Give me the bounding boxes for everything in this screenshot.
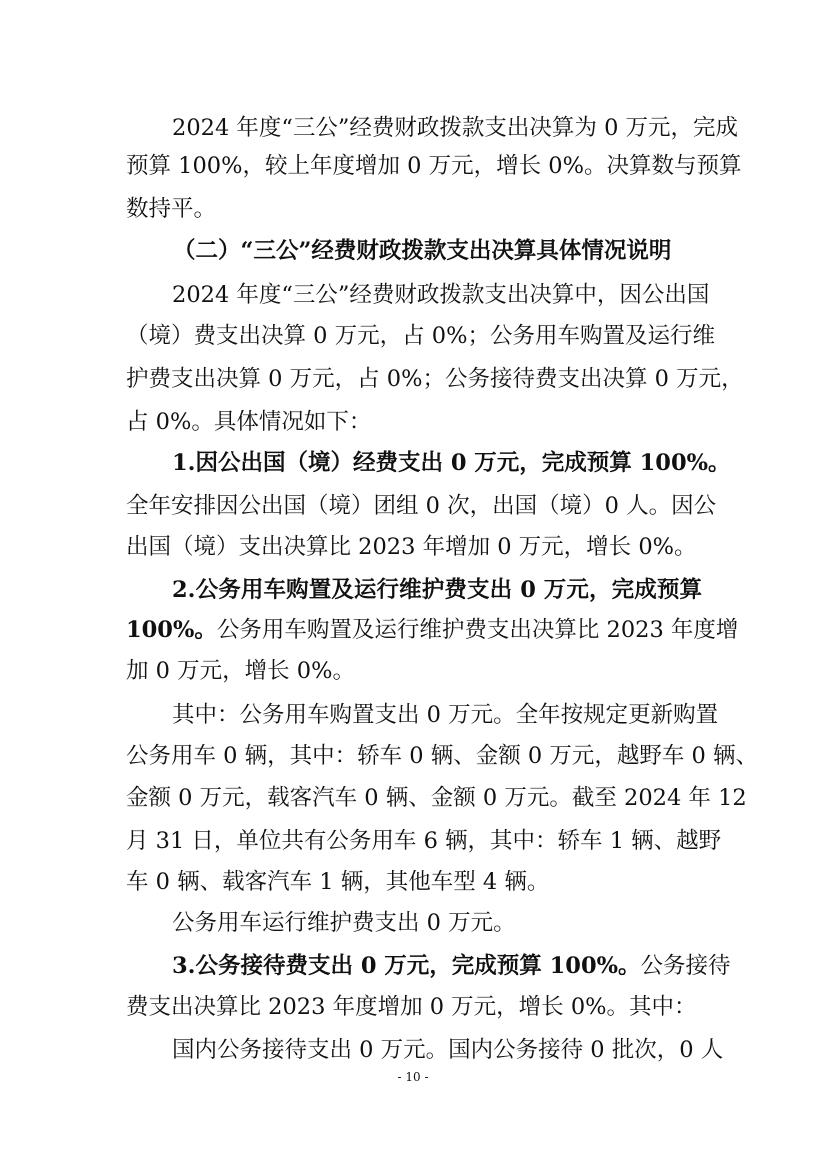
item1-line3: 出国（境）支出决算比 2023 年增加 0 万元，增长 0%。	[126, 534, 697, 560]
para2-line3: 护费支出决算 0 万元，占 0%；公务接待费支出决算 0 万元，	[126, 366, 744, 392]
para2-line1: 2024 年度“三公”经费财政拨款支出决算中，因公出国	[172, 282, 710, 308]
page-number: - 10 -	[397, 1070, 429, 1084]
para2-line2: （境）费支出决算 0 万元，占 0%；公务用车购置及运行维	[126, 323, 715, 349]
para3-line3: 金额 0 万元，载客汽车 0 辆、金额 0 万元。截至 2024 年 12	[126, 785, 747, 811]
item3-line1	[172, 948, 731, 984]
item3-title: 3.公务接待费支出 0 万元，完成预算 100%。	[172, 953, 641, 979]
item2-line2	[126, 612, 739, 648]
para3-line5: 车 0 辆、载客汽车 1 辆，其他车型 4 辆。	[126, 869, 550, 895]
para5-line1: 国内公务接待支出 0 万元。国内公务接待 0 批次，0 人	[172, 1037, 724, 1063]
para1-line1: 2024 年度“三公”经费财政拨款支出决算为 0 万元，完成	[172, 115, 739, 141]
item3-line2: 费支出决算比 2023 年度增加 0 万元，增长 0%。其中：	[126, 994, 697, 1020]
para2-line4: 占 0%。具体情况如下：	[126, 409, 372, 435]
section-heading: （二）“三公”经费财政拨款支出决算具体情况说明	[173, 238, 672, 264]
item2-line2-rest: 公务用车购置及运行维护费支出决算比 2023 年度增	[216, 617, 739, 643]
item1-title: 1.因公出国（境）经费支出 0 万元，完成预算 100%。	[172, 450, 731, 476]
para1-line3: 数持平。	[126, 196, 217, 222]
item1-line2: 全年安排因公出国（境）团组 0 次，出国（境）0 人。因公	[126, 493, 717, 519]
item2-title: 2.公务用车购置及运行维护费支出 0 万元，完成预算	[172, 577, 702, 603]
item2-title-cont: 100%。	[126, 617, 217, 643]
item3-line1-rest: 公务接待	[640, 953, 731, 979]
para3-line1: 其中：公务用车购置支出 0 万元。全年按规定更新购置	[172, 702, 719, 728]
item2-line3: 加 0 万元，增长 0%。	[126, 658, 355, 684]
para3-line2: 公务用车 0 辆，其中：轿车 0 辆、金额 0 万元，越野车 0 辆、	[126, 743, 758, 769]
para1-line2: 预算 100%，较上年度增加 0 万元，增长 0%。决算数与预算	[126, 153, 742, 179]
para3-line4: 月 31 日，单位共有公务用车 6 辆，其中：轿车 1 辆、越野	[126, 828, 722, 854]
para4-line1: 公务用车运行维护费支出 0 万元。	[172, 910, 516, 936]
